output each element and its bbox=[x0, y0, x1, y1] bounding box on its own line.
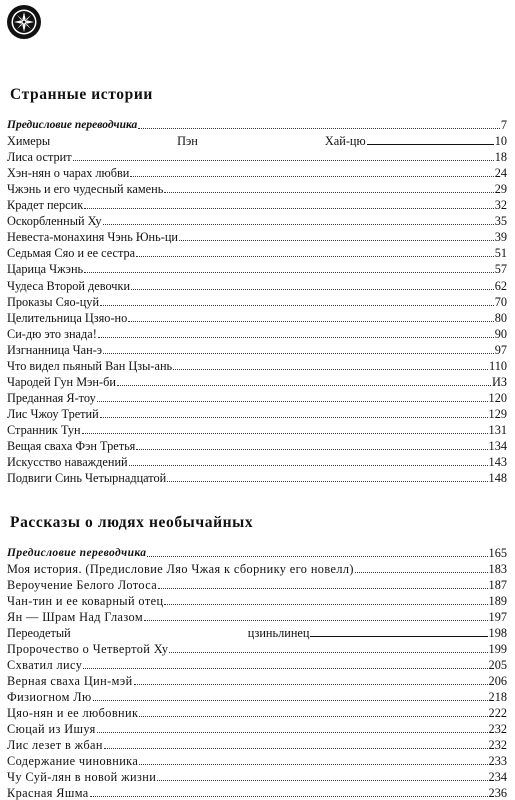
toc-entry-title: Чу Суй-лян в новой жизни bbox=[7, 770, 157, 784]
toc-entry-page: 148 bbox=[488, 471, 507, 486]
toc-entry-page: 187 bbox=[488, 578, 507, 592]
toc-entry-page: 206 bbox=[488, 674, 507, 688]
toc-entry bbox=[7, 420, 507, 437]
toc-entry-page: 24 bbox=[494, 166, 507, 181]
toc-entry-title: Химеры bbox=[7, 134, 51, 149]
toc-entry bbox=[7, 131, 507, 148]
toc-entry-title: Цяо-нян и ее любовник bbox=[7, 706, 139, 720]
dot-leader bbox=[139, 763, 487, 765]
toc-entry-title: Крадет персик bbox=[7, 198, 84, 213]
toc-entry bbox=[7, 607, 507, 624]
dot-leader bbox=[164, 603, 487, 605]
dot-leader bbox=[147, 555, 487, 557]
toc-entry-title: Вещая сваха Фэн Третья bbox=[7, 439, 136, 453]
dot-leader bbox=[136, 255, 494, 257]
dot-leader bbox=[173, 368, 488, 370]
toc-entry-title-part: Хай-цю bbox=[324, 134, 366, 149]
toc-entry bbox=[7, 591, 507, 608]
toc-entry-page: 218 bbox=[488, 690, 507, 704]
dot-leader bbox=[179, 239, 494, 241]
toc-entry-page: 205 bbox=[488, 658, 507, 672]
toc-entry bbox=[7, 147, 507, 164]
dot-leader bbox=[128, 320, 493, 322]
toc-entry-page: 198 bbox=[488, 626, 507, 640]
toc-entry bbox=[7, 163, 507, 180]
toc-entry-title: Целительница Цзяо-но bbox=[7, 310, 128, 325]
toc-entry bbox=[7, 259, 507, 276]
toc-entry bbox=[7, 227, 507, 244]
toc-entry-page: 129 bbox=[488, 406, 507, 421]
dot-leader bbox=[158, 587, 487, 589]
toc-entry-title: Невеста-монахиня Чэнь Юнь-ци bbox=[7, 230, 178, 245]
toc-entry-page: 165 bbox=[488, 546, 507, 560]
section-title-unusual-people: Рассказы о людях необычайных bbox=[10, 514, 254, 531]
dot-leader bbox=[130, 175, 493, 177]
toc-entry bbox=[7, 468, 507, 485]
dot-leader bbox=[83, 667, 487, 669]
dot-leader bbox=[97, 400, 488, 402]
dot-leader bbox=[90, 795, 488, 797]
dot-leader bbox=[84, 271, 494, 273]
toc-entry-title: Чжэнь и его чудесный камень bbox=[7, 182, 164, 197]
dot-leader bbox=[131, 288, 494, 290]
toc-entry bbox=[7, 436, 507, 453]
toc-entry-title-part: цзиньлинец bbox=[247, 626, 310, 640]
toc-entry bbox=[7, 687, 507, 704]
toc-entry-title: Что видел пьяный Ван Цзы-ань bbox=[7, 358, 173, 373]
toc-entry bbox=[7, 243, 507, 260]
dot-leader bbox=[138, 127, 500, 129]
dot-leader bbox=[73, 159, 494, 161]
toc-entry-page: 232 bbox=[488, 722, 507, 736]
toc-entry bbox=[7, 211, 507, 228]
toc-entry-title: Хэн-нян о чарах любви bbox=[7, 166, 130, 181]
toc-entry-page: 80 bbox=[494, 310, 507, 325]
dot-leader bbox=[129, 464, 488, 466]
dot-leader bbox=[84, 207, 494, 209]
toc-entry-page: 57 bbox=[494, 262, 507, 277]
toc-entry-title: Пророчество о Четвертой Ху bbox=[7, 642, 169, 656]
dot-leader bbox=[355, 571, 488, 573]
toc-entry bbox=[7, 671, 507, 688]
toc-entry-page: 143 bbox=[488, 455, 507, 470]
toc-entry-page: 32 bbox=[494, 198, 507, 213]
toc-entry bbox=[7, 372, 507, 389]
toc-entry bbox=[7, 655, 507, 672]
toc-entry-page: 39 bbox=[494, 230, 507, 245]
toc-entry-title: Чан-тин и ее коварный отец bbox=[7, 594, 164, 608]
toc-entry bbox=[7, 452, 507, 469]
toc-entry-page: 18 bbox=[494, 150, 507, 165]
dot-leader bbox=[134, 683, 488, 685]
toc-entry-title: Предисловие переводчика bbox=[7, 547, 147, 559]
dot-leader bbox=[136, 448, 487, 450]
toc-entry-title: Си-дю это знада! bbox=[7, 326, 97, 341]
dot-leader bbox=[139, 715, 487, 717]
toc-entry-title: Моя история. (Предисловие Ляо Чжая к сборнику его новелл) bbox=[7, 562, 354, 576]
toc-entry-page: 222 bbox=[488, 706, 507, 720]
toc-entry-page: 131 bbox=[488, 422, 507, 437]
toc-entry-page: 232 bbox=[488, 738, 507, 752]
toc-entry-page: 51 bbox=[494, 246, 507, 261]
wheel-logo-icon bbox=[6, 4, 42, 40]
toc-entry bbox=[7, 292, 507, 309]
toc-entry-page: 10 bbox=[494, 134, 507, 149]
toc-entry-title: Чародей Гун Мэн-би bbox=[7, 374, 116, 389]
dot-leader bbox=[103, 223, 494, 225]
toc-entry bbox=[7, 639, 507, 656]
toc-entry-title: Верная сваха Цин-мэй bbox=[7, 674, 133, 688]
toc-entry-title: Переодетый bbox=[7, 626, 71, 640]
toc-entry-title: Царица Чжэнь bbox=[7, 262, 84, 277]
toc-entry-title: Содержание чиновника bbox=[7, 754, 139, 768]
toc-entry-page: ИЗ bbox=[491, 374, 507, 389]
toc-entry-title: Лиса острит bbox=[7, 150, 72, 165]
toc-entry-title: Схватил лису bbox=[7, 658, 83, 672]
toc-entry-page: 120 bbox=[488, 390, 507, 405]
dot-leader bbox=[104, 747, 488, 749]
toc-entry-title: Вероучение Белого Лотоса bbox=[7, 578, 158, 592]
toc-entry-title: Физиогном Лю bbox=[7, 690, 92, 704]
dot-leader bbox=[93, 699, 488, 701]
toc-entry-title: Чудеса Второй девочки bbox=[7, 278, 131, 293]
dot-leader bbox=[144, 619, 488, 621]
toc-entry-title: Оскорбленный Ху bbox=[7, 214, 102, 229]
toc-entry-page: 7 bbox=[500, 118, 507, 132]
toc-entry-page: 234 bbox=[488, 770, 507, 784]
dot-leader bbox=[98, 336, 494, 338]
toc-entry-title: Сюцай из Ишуя bbox=[7, 722, 96, 736]
toc-entry bbox=[7, 340, 507, 357]
dot-leader bbox=[82, 432, 488, 434]
dot-leader bbox=[100, 416, 488, 418]
toc-entry-page: 236 bbox=[488, 786, 507, 800]
toc-entry bbox=[7, 195, 507, 212]
toc-entry bbox=[7, 179, 507, 196]
toc-entry-title: Лис лезет в жбан bbox=[7, 738, 103, 752]
toc-entry-page: 183 bbox=[488, 562, 507, 576]
toc-entry-page: 110 bbox=[489, 358, 507, 373]
toc-entry-title: Искусство наваждений bbox=[7, 455, 128, 470]
toc-entry bbox=[7, 719, 507, 736]
toc-entry bbox=[7, 623, 507, 640]
toc-entry-page: 199 bbox=[488, 642, 507, 656]
toc-entry-title: Лис Чжоу Третий bbox=[7, 406, 99, 421]
toc-entry bbox=[7, 783, 507, 800]
toc-entry-title: Ян — Шрам Над Глазом bbox=[7, 610, 144, 624]
dot-leader bbox=[117, 384, 491, 386]
dot-leader bbox=[100, 304, 494, 306]
dot-leader bbox=[167, 480, 487, 482]
toc-entry bbox=[7, 543, 507, 560]
toc-entry bbox=[7, 767, 507, 784]
toc-entry bbox=[7, 308, 507, 325]
toc-entry bbox=[7, 404, 507, 421]
toc-entry-page: 189 bbox=[488, 594, 507, 608]
toc-entry-title: Изгнанница Чан-э bbox=[7, 342, 103, 357]
toc-entry-page: 29 bbox=[494, 182, 507, 197]
toc-entry bbox=[7, 115, 507, 132]
toc-entry bbox=[7, 751, 507, 768]
section-title-strange-stories: Странные истории bbox=[10, 86, 153, 103]
toc-entry-page: 35 bbox=[494, 214, 507, 229]
toc-entry bbox=[7, 559, 507, 576]
toc-entry-title: Седьмая Сяо и ее сестра bbox=[7, 246, 136, 261]
toc-entry-title: Подвиги Синь Четырнадцатой bbox=[7, 471, 167, 486]
toc-entry-page: 197 bbox=[488, 610, 507, 624]
toc-entry-page: 233 bbox=[488, 754, 507, 768]
dot-leader bbox=[97, 731, 488, 733]
toc-entry bbox=[7, 276, 507, 293]
toc-entry-title-part: Пэн bbox=[177, 134, 198, 149]
toc-entry bbox=[7, 575, 507, 592]
toc-entry-title: Странник Тун bbox=[7, 422, 81, 437]
toc-entry-title: Предисловие переводчика bbox=[7, 119, 138, 131]
toc-entry bbox=[7, 356, 507, 373]
dot-leader bbox=[157, 779, 487, 781]
toc-entry-page: 97 bbox=[494, 342, 507, 357]
toc-entry bbox=[7, 388, 507, 405]
toc-entry-page: 70 bbox=[494, 294, 507, 309]
dot-leader bbox=[103, 352, 494, 354]
toc-entry bbox=[7, 735, 507, 752]
toc-entry-page: 90 bbox=[494, 326, 507, 341]
dot-leader bbox=[164, 191, 493, 193]
toc-entry bbox=[7, 324, 507, 341]
toc-entry-page: 134 bbox=[488, 439, 507, 453]
toc-entry-title: Преданная Я-тоу bbox=[7, 390, 96, 405]
toc-entry-title: Красная Яшма bbox=[7, 786, 89, 800]
toc-entry bbox=[7, 703, 507, 720]
dot-leader bbox=[169, 651, 487, 653]
toc-entry-page: 62 bbox=[494, 278, 507, 293]
toc-entry-title: Проказы Сяо-цуй bbox=[7, 294, 100, 309]
